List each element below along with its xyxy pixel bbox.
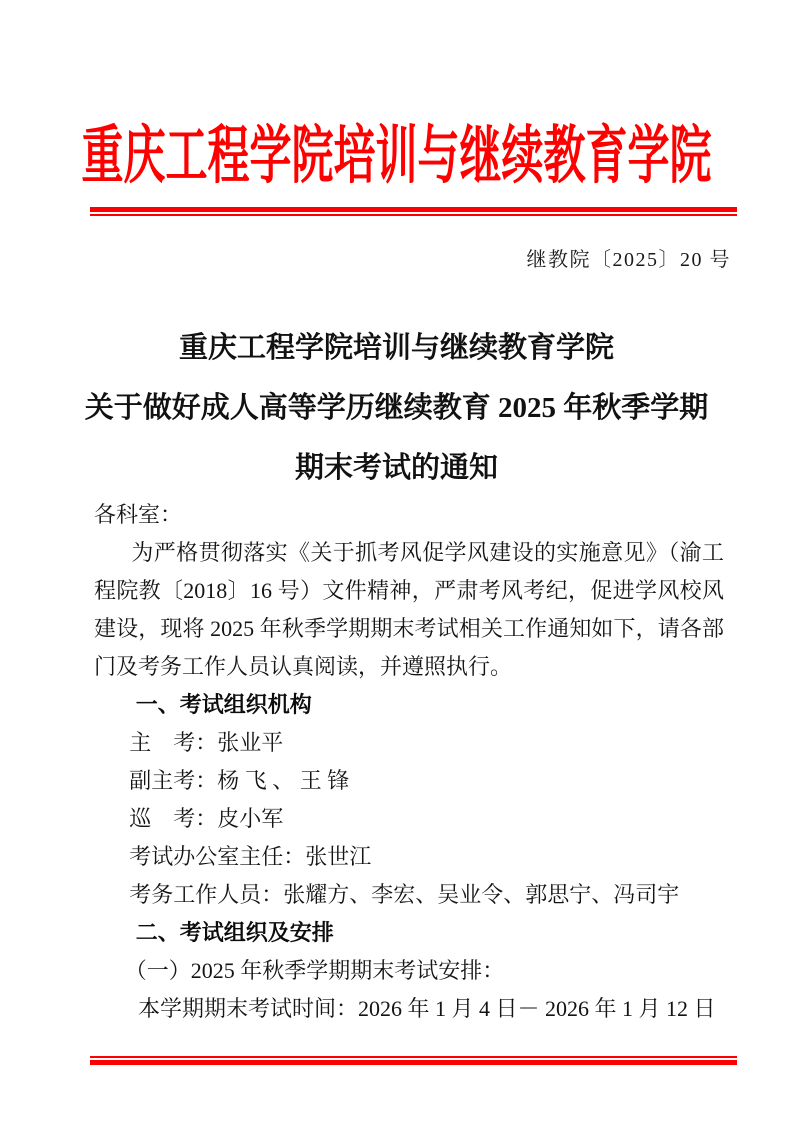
opening-paragraph: 为严格贯彻落实《关于抓考风促学风建设的实施意见》（渝工程院教〔2018〕16 号）文件精神，严肃考风考纪，促进学风校风建设，现将 2025 年秋季学期期末考试相关工作通知如下，请各部门及考务工作人员认真阅读，并遵照执行。 (94, 540, 724, 679)
doc-title-line-3: 期末考试的通知 (294, 452, 498, 484)
letterhead-org-name: 重庆工程学院培训与继续教育学院 (81, 123, 712, 192)
doc-title-line-1: 重庆工程学院培训与继续教育学院 (178, 332, 614, 364)
salutation: 各科室： (94, 502, 183, 527)
letterhead-divider (90, 207, 737, 216)
section2-heading: 二、考试组织及安排 (135, 920, 334, 945)
doc-title (36, 318, 757, 498)
exam-period-line: 本学期期末考试时间：2026 年 1 月 4 日－ 2026 年 1 月 12 日 (138, 996, 716, 1021)
doc-number: 继教院〔2025〕20 号 (526, 249, 731, 271)
role-line-deputy-examiners: 副主考：杨 飞 、 王 锋 (129, 768, 350, 793)
doc-title-line-2: 关于做好成人高等学历继续教育 2025 年秋季学期 (84, 392, 709, 424)
role-line-exam-staff: 考务工作人员：张耀方、李宏、吴业令、郭思宁、冯司宇 (129, 882, 680, 907)
role-line-inspector: 巡 考：皮小军 (129, 806, 284, 831)
document-body (94, 496, 724, 1028)
section1-heading: 一、考试组织机构 (135, 692, 312, 717)
role-line-exam-office-director: 考试办公室主任：张世江 (129, 844, 372, 869)
role-line-chief-examiner: 主 考：张业平 (129, 730, 284, 755)
footer-divider (90, 1056, 737, 1065)
section2-subheading: （一）2025 年秋季学期期末考试安排： (124, 958, 505, 983)
